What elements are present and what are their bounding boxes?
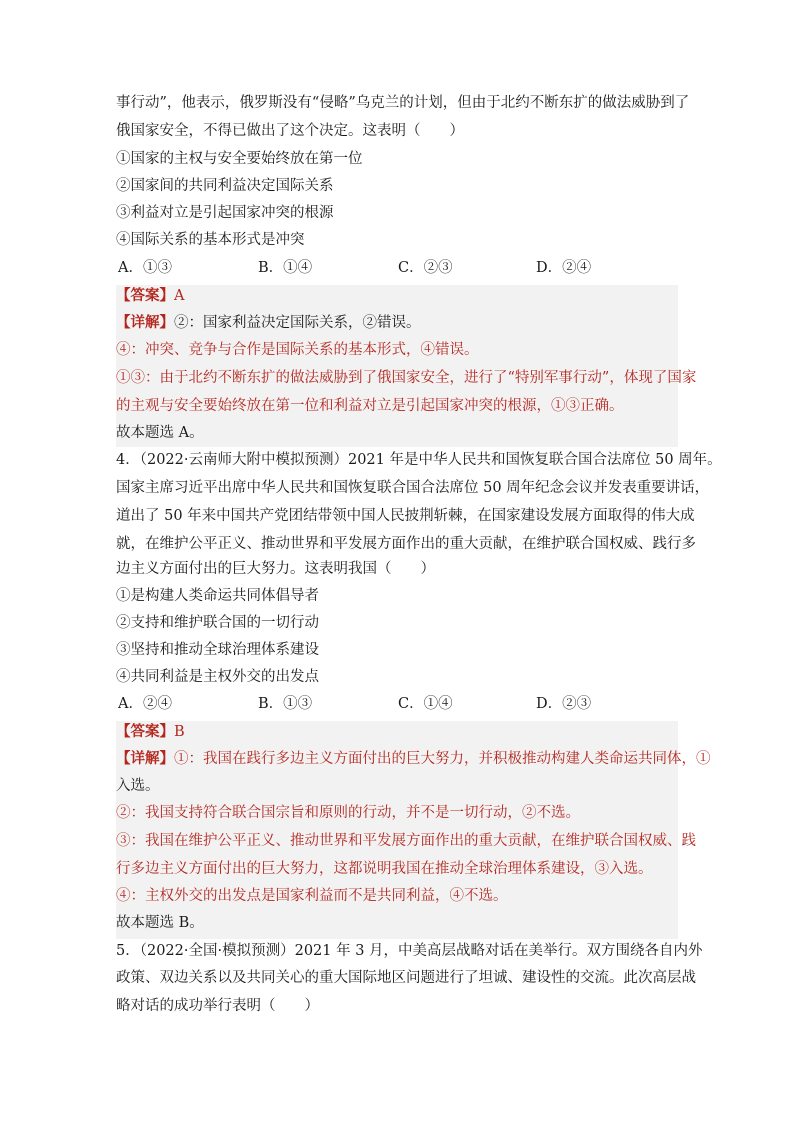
detail-label: 【详解】 bbox=[116, 314, 174, 331]
answer-label: 【答案】 bbox=[116, 287, 174, 304]
answer-value: B bbox=[174, 724, 185, 740]
q4-option-c: C．①④ bbox=[398, 696, 453, 712]
answer-label: 【答案】 bbox=[116, 723, 174, 740]
q3-option-b: B．①④ bbox=[258, 260, 313, 276]
q4-item-3: ③坚持和推动全球治理体系建设 bbox=[116, 642, 319, 658]
q5-stem-line-3: 略对话的成功举行表明（ ） bbox=[116, 998, 319, 1014]
q3-stem-line-1: 事行动”，他表示，俄罗斯没有“侵略”乌克兰的计划，但由于北约不断东扩的做法威胁到了 bbox=[116, 95, 690, 111]
q3-option-a: A．①③ bbox=[118, 260, 172, 276]
q3-item-3: ③利益对立是引起国家冲突的根源 bbox=[116, 205, 334, 221]
q5-stem-line-2: 政策、双边关系以及共同关心的重大国际地区问题进行了坦诚、建设性的交流。此次高层战 bbox=[116, 970, 696, 986]
q3-answer bbox=[116, 286, 184, 306]
q4-stem-line-1: 4．（2022·云南师大附中模拟预测）2021 年是中华人民共和国恢复联合国合法席位 50 周年。 bbox=[116, 452, 722, 468]
q3-detail-line-4: 的主观与安全要始终放在第一位和利益对立是引起国家冲突的根源，①③正确。 bbox=[116, 398, 624, 414]
answer-value: A bbox=[174, 288, 185, 304]
q4-stem-line-4: 就，在维护公平正义、推动世界和平发展方面作出的重大贡献，在维护联合国权威、践行多 bbox=[116, 536, 696, 552]
q3-detail-line-1 bbox=[116, 313, 421, 333]
q3-option-c: C．②③ bbox=[398, 260, 453, 276]
q4-conclusion: 故本题选 B。 bbox=[116, 915, 204, 931]
q5-stem-line-1: 5．（2022·全国·模拟预测）2021 年 3 月，中美高层战略对话在美举行。双方围绕各自内外 bbox=[116, 943, 703, 959]
q3-detail-line-3: ①③：由于北约不断东扩的做法威胁到了俄国家安全，进行了“特别军事行动”，体现了国家 bbox=[116, 370, 697, 386]
q4-item-1: ①是构建人类命运共同体倡导者 bbox=[116, 588, 319, 604]
q4-detail-line-4: ③：我国在维护公平正义、推动世界和平发展方面作出的重大贡献，在维护联合国权威、践 bbox=[116, 833, 696, 849]
detail-label: 【详解】 bbox=[116, 750, 174, 767]
q4-item-2: ②支持和维护联合国的一切行动 bbox=[116, 615, 319, 631]
q4-stem-line-5: 边主义方面付出的巨大努力。这表明我国（ ） bbox=[116, 561, 435, 577]
q3-conclusion: 故本题选 A。 bbox=[116, 425, 204, 441]
q4-stem-line-2: 国家主席习近平出席中华人民共和国恢复联合国合法席位 50 周年纪念会议并发表重要讲话， bbox=[116, 480, 710, 496]
q4-detail-line-2: 入选。 bbox=[116, 778, 160, 794]
detail-text: ②：国家利益决定国际关系，②错误。 bbox=[174, 315, 421, 331]
q3-item-4: ④国际关系的基本形式是冲突 bbox=[116, 232, 305, 248]
q4-answer bbox=[116, 722, 185, 742]
q4-detail-line-3: ②：我国支持符合联合国宗旨和原则的行动，并不是一切行动，②不选。 bbox=[116, 805, 580, 821]
q3-stem-line-2: 俄国家安全，不得已做出了这个决定。这表明（ ） bbox=[116, 123, 464, 139]
q4-detail-line-1 bbox=[116, 749, 711, 769]
q4-option-d: D．②③ bbox=[536, 696, 592, 712]
q4-option-b: B．①③ bbox=[258, 696, 313, 712]
q4-detail-line-6: ④：主权外交的出发点是国家利益而不是共同利益，④不选。 bbox=[116, 888, 508, 904]
q3-item-2: ②国家间的共同利益决定国际关系 bbox=[116, 178, 334, 194]
q3-detail-line-2: ④：冲突、竞争与合作是国际关系的基本形式，④错误。 bbox=[116, 342, 479, 358]
q3-item-1: ①国家的主权与安全要始终放在第一位 bbox=[116, 151, 363, 167]
detail-text: ①：我国在践行多边主义方面付出的巨大努力，并积极推动构建人类命运共同体，① bbox=[174, 751, 711, 767]
q3-option-d: D．②④ bbox=[536, 260, 592, 276]
q4-detail-line-5: 行多边主义方面付出的巨大努力，这都说明我国在推动全球治理体系建设，③入选。 bbox=[116, 861, 653, 877]
q4-option-a: A．②④ bbox=[118, 696, 172, 712]
q4-item-4: ④共同利益是主权外交的出发点 bbox=[116, 669, 319, 685]
q4-stem-line-3: 道出了 50 年来中国共产党团结带领中国人民披荆斩棘，在国家建设发展方面取得的伟大成 bbox=[116, 508, 695, 524]
